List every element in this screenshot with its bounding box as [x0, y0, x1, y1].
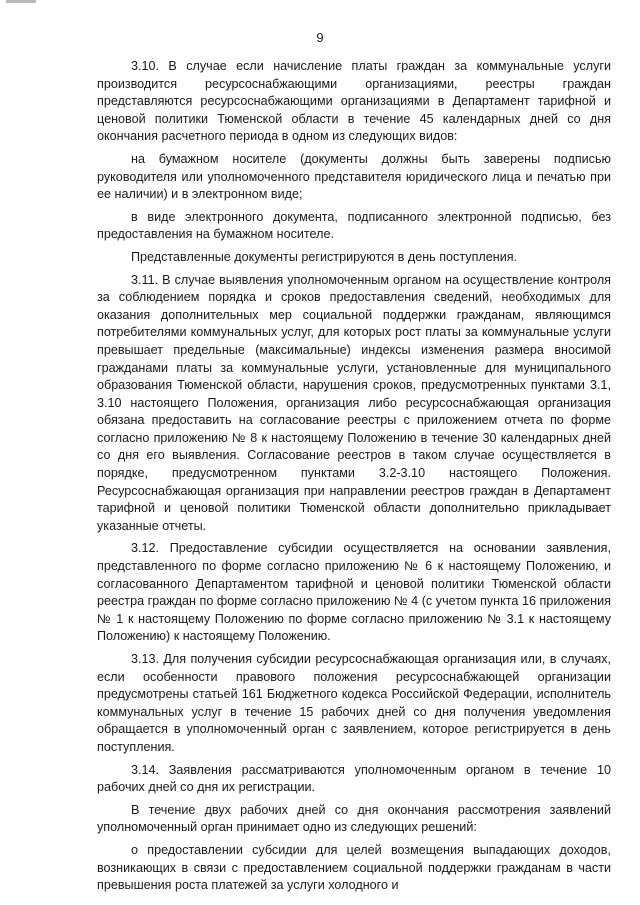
page-number: 9	[316, 30, 324, 45]
paragraph-paper-form: на бумажном носителе (документы должны быть заверены подписью руководителя или уполномоченного представителя юридического лица и печатью при ее наличии) и в электронном виде;	[97, 151, 611, 202]
paragraph-3-12: 3.12. Предоставление субсидии осуществляется на основании заявления, представленного по форме согласно приложению № 6 к настоящему Положению, и согласованного Департаментом тарифной и ценовой политики Тюменской области реестра граждан по форме согласно приложению № 4 (с учетом пункта 16 приложения № 1 к настоящему Положению по форме согласно приложению № 3.1 к настоящему Положению) к настоящему Положению.	[97, 541, 611, 644]
paragraph-3-10: 3.10. В случае если начисление платы граждан за коммунальные услуги производится ресурсоснабжающими организациями, реестры граждан представляются ресурсоснабжающими организациями в Департамент тарифной и ценовой политики Тюменской области в течение 45 календарных дней со дня окончания расчетного периода в одном из следующих видов:	[97, 59, 611, 144]
paragraph-3-14: 3.14. Заявления рассматриваются уполномоченным органом в течение 10 рабочих дней со дня их регистрации.	[97, 762, 611, 795]
paragraph-3-13: 3.13. Для получения субсидии ресурсоснабжающая организация или, в случаях, если особенности правового положения ресурсоснабжающей организации предусмотрены статьей 161 Бюджетного кодекса Российской Федерации, исполнитель коммунальных услуг в течение 15 рабочих дней со дня получения уведомления обращается в уполномоченный орган с заявлением, которое регистрируется в день поступления.	[97, 652, 611, 754]
document-body	[97, 58, 611, 900]
paragraph-registration: Представленные документы регистрируются в день поступления.	[131, 249, 518, 264]
scan-edge-mark	[6, 0, 36, 3]
paragraph-subsidy-decision: о предоставлении субсидии для целей возмещения выпадающих доходов, возникающих в связи с предоставлением социальной поддержки гражданам в части превышения роста платежей за услуги холодного и	[97, 842, 611, 893]
paragraph-electronic-form: в виде электронного документа, подписанного электронной подписью, без предоставления на бумажном носителе.	[97, 209, 611, 242]
paragraph-3-11: 3.11. В случае выявления уполномоченным органом на осуществление контроля за соблюдением порядка и сроков предоставления сведений, необходимых для оказания дополнительных мер социальной поддержки гражданам, являющимся потребителями коммунальных услуг, для которых рост платы за коммунальные услуги превышает предельные (максимальные) индексы изменения размера вносимой гражданами платы за коммунальные услуги, установленные для муниципального образования Тюменской области, нарушения сроков, предусмотренных пунктами 3.1, 3.10 настоящего Положения, организация либо ресурсоснабжающая организация обязана предоставить на согласование реестры с приложением отчета по форме согласно приложению № 8 к настоящему Положению в течение 30 календарных дней со дня его выявления. Согласование реестров в таком случае осуществляется в порядке, предусмотренном пунктами 3.2-3.10 настоящего Положения. Ресурсоснабжающая организация при направлении реестров граждан в Департамент тарифной и ценовой политики Тюменской области дополнительно прикладывает указанные отчеты.	[97, 272, 611, 533]
paragraph-decisions: В течение двух рабочих дней со дня окончания рассмотрения заявлений уполномоченный орган принимает одно из следующих решений:	[97, 802, 611, 835]
